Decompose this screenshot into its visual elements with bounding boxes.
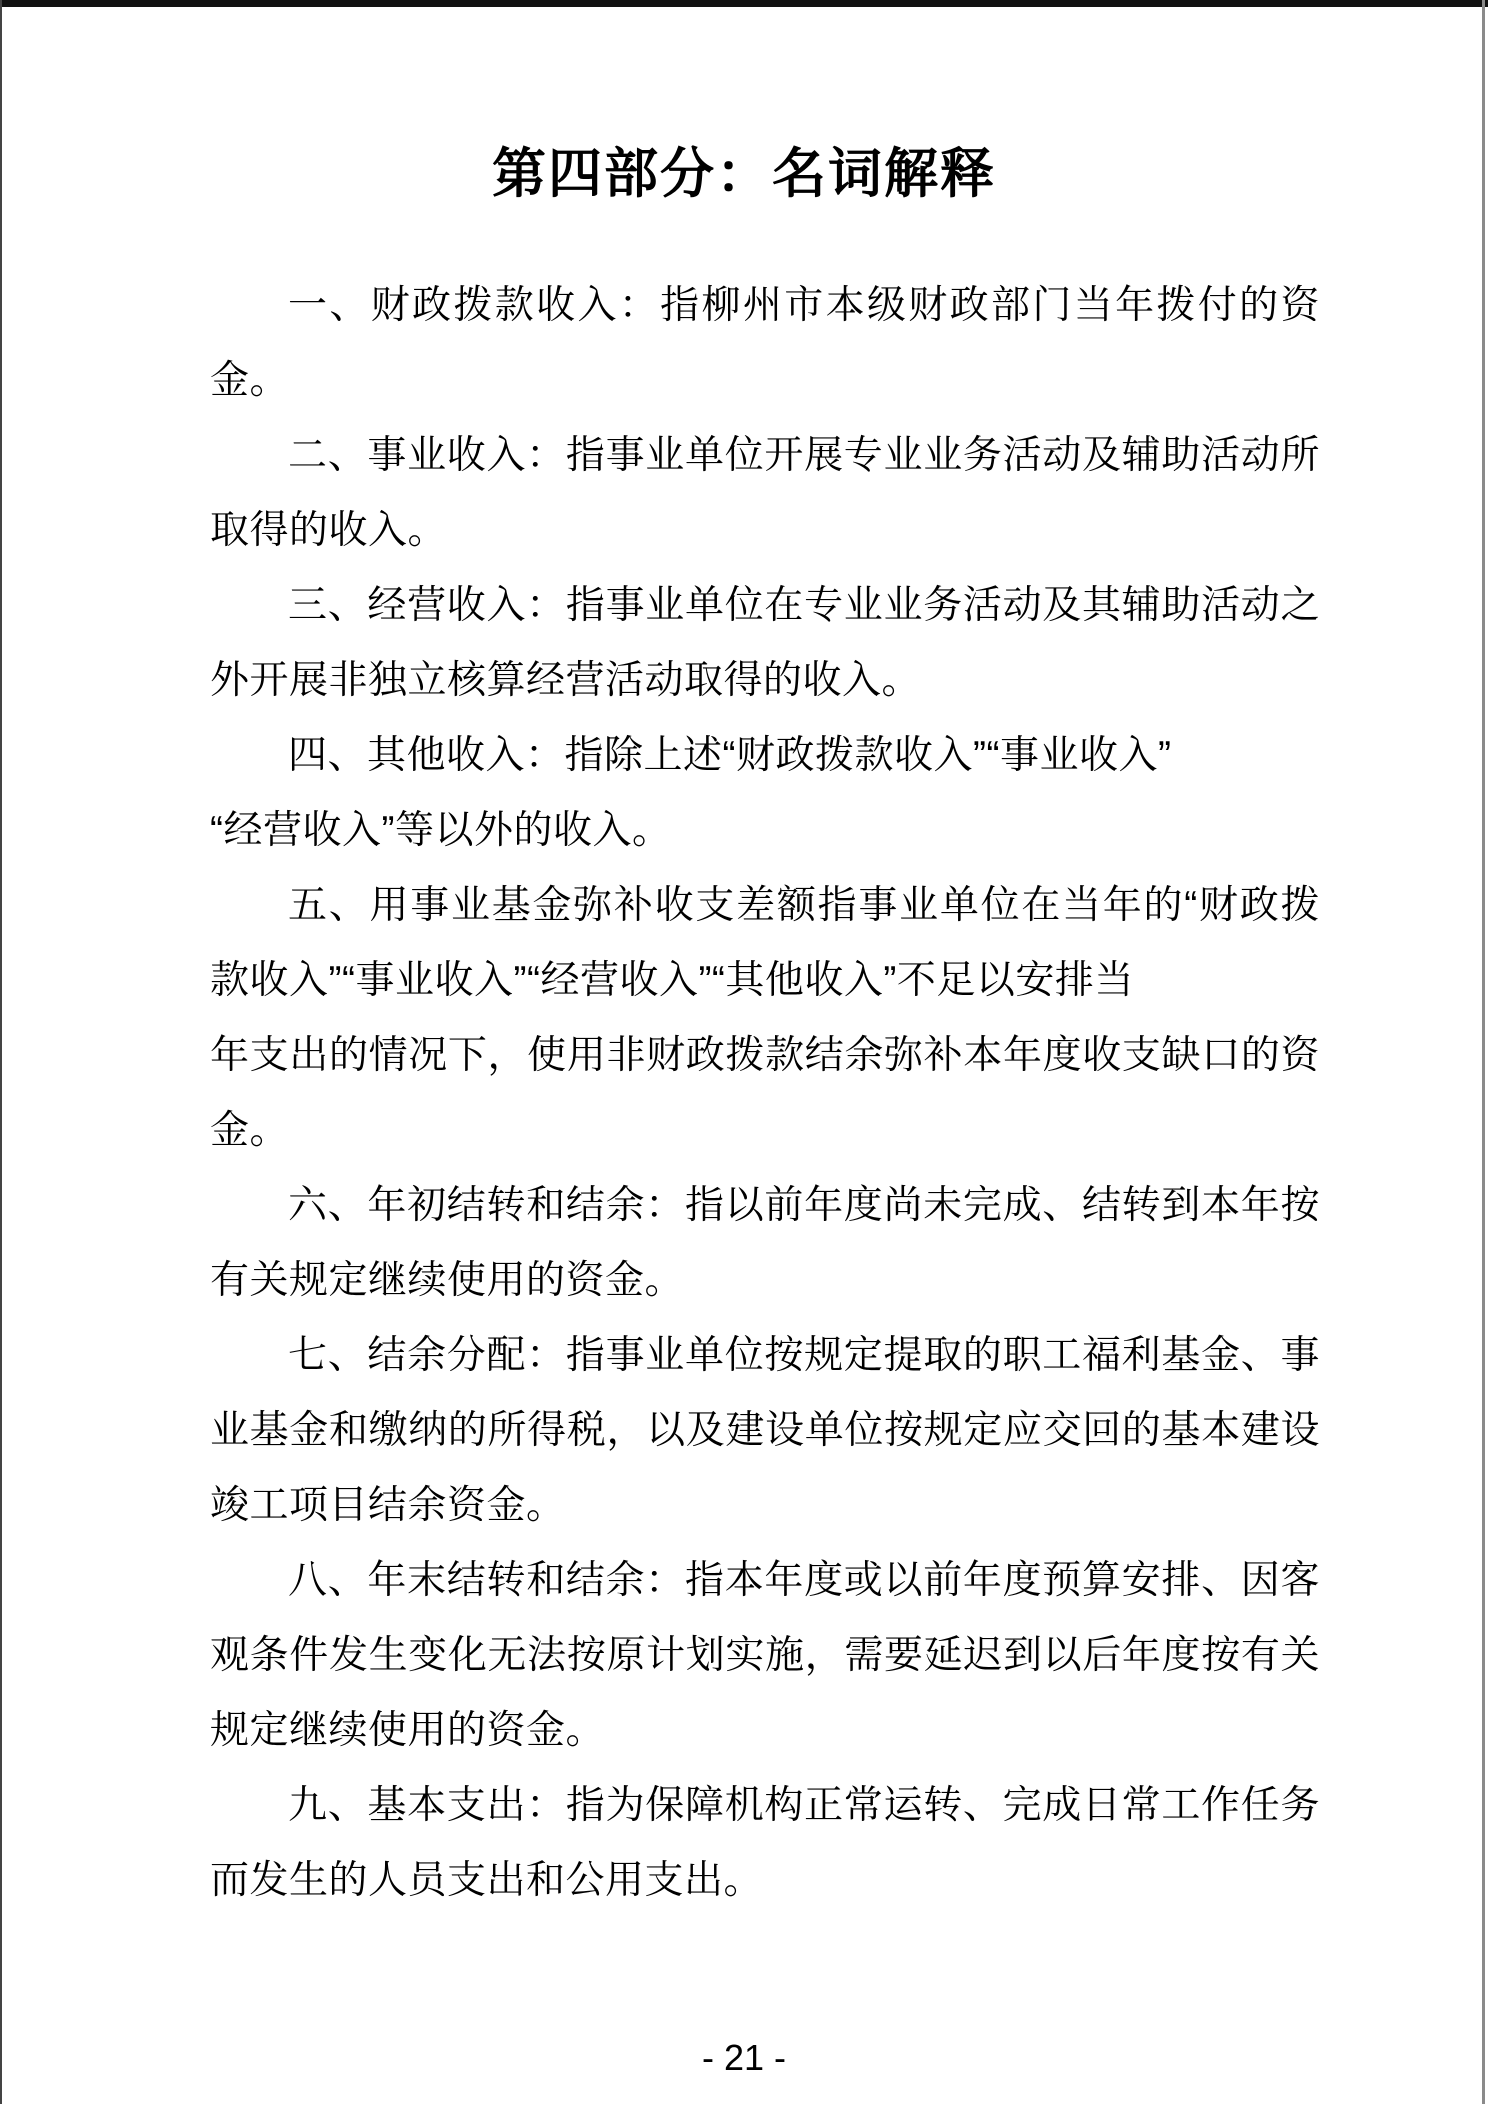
text-line: 款收入”“事业收入”“经营收入”“其他收入”不足以安排当 [210, 959, 1134, 1002]
text-line: 五、用事业基金弥补收支差额指事业单位在当年的“财政拨 [288, 884, 1320, 927]
text-line: “经营收入”等以外的收入。 [210, 809, 672, 852]
scan-edge-right [1482, 0, 1485, 2104]
text-line: 金。 [210, 359, 290, 402]
text-line: 八、年末结转和结余：指本年度或以前年度预算安排、因客 [288, 1559, 1320, 1602]
text-line: 六、年初结转和结余：指以前年度尚未完成、结转到本年按 [288, 1184, 1320, 1227]
text-line: 九、基本支出：指为保障机构正常运转、完成日常工作任务 [288, 1784, 1320, 1827]
text-line: 三、经营收入：指事业单位在专业业务活动及其辅助活动之 [288, 584, 1320, 627]
text-line: 年支出的情况下，使用非财政拨款结余弥补本年度收支缺口的资 [210, 1034, 1320, 1077]
text-line: 业基金和缴纳的所得税，以及建设单位按规定应交回的基本建设 [210, 1409, 1320, 1452]
text-line: 取得的收入。 [210, 509, 448, 552]
text-line: 规定继续使用的资金。 [210, 1709, 606, 1752]
text-line: 一、财政拨款收入：指柳州市本级财政部门当年拨付的资 [288, 284, 1320, 327]
document-body [210, 268, 1320, 1918]
text-line: 四、其他收入：指除上述“财政拨款收入”“事业收入” [288, 734, 1172, 777]
text-line: 有关规定继续使用的资金。 [210, 1259, 685, 1302]
text-line: 而发生的人员支出和公用支出。 [210, 1859, 764, 1902]
text-line: 七、结余分配：指事业单位按规定提取的职工福利基金、事 [288, 1334, 1320, 1377]
scan-edge-top [0, 0, 1488, 7]
text-line: 二、事业收入：指事业单位开展专业业务活动及辅助活动所 [288, 434, 1320, 477]
text-line: 竣工项目结余资金。 [210, 1484, 566, 1527]
page-number: - 21 - [701, 2037, 787, 2078]
text-line: 外开展非独立核算经营活动取得的收入。 [210, 659, 922, 702]
page-title: 第四部分：名词解释 [492, 144, 996, 204]
scan-edge-left [0, 0, 2, 2104]
text-line: 观条件发生变化无法按原计划实施，需要延迟到以后年度按有关 [210, 1634, 1320, 1677]
text-line: 金。 [210, 1109, 290, 1152]
